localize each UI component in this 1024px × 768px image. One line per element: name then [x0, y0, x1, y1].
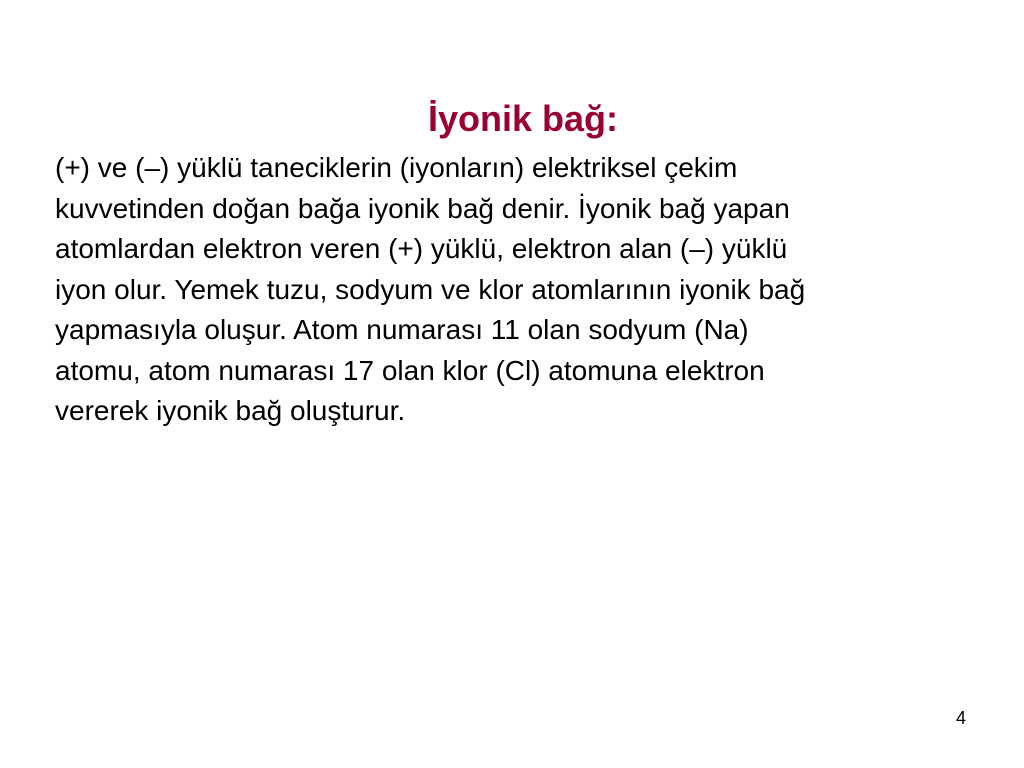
body-line: vererek iyonik bağ oluşturur. — [55, 395, 406, 426]
slide-body — [55, 148, 985, 432]
body-line: iyon olur. Yemek tuzu, sodyum ve klor atomlarının iyonik bağ — [55, 273, 806, 305]
body-line: atomlardan elektron veren (+) yüklü, elektron alan (–) yüklü — [55, 233, 788, 264]
body-line: atomu, atom numarası 17 olan klor (Cl) atomuna elektron — [55, 354, 765, 386]
body-line: yapmasıyla oluşur. Atom numarası 11 olan sodyum (Na) — [55, 314, 749, 345]
body-line: kuvvetinden doğan bağa iyonik bağ denir. İyonik bağ yapan — [55, 192, 790, 224]
body-line: (+) ve (–) yüklü taneciklerin (iyonların) elektriksel çekim — [55, 152, 738, 183]
slide-title: İyonik bağ: — [427, 98, 619, 139]
page-number: 4 — [955, 708, 966, 728]
